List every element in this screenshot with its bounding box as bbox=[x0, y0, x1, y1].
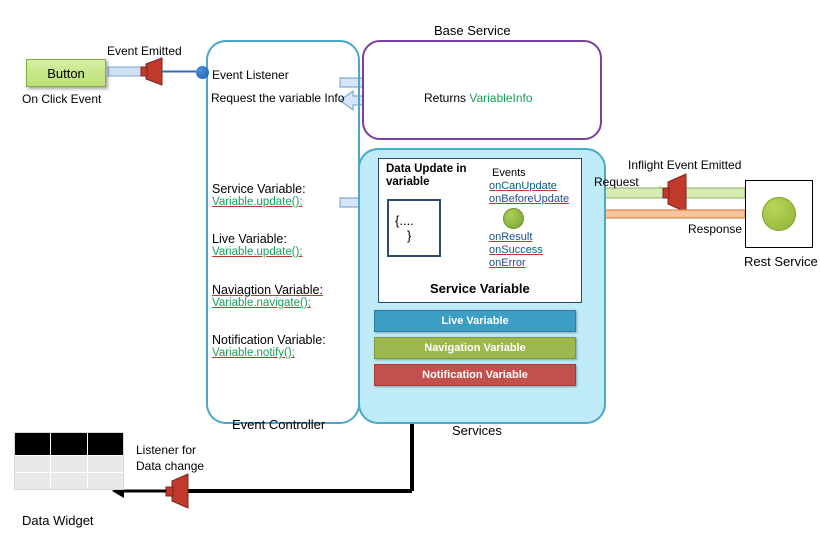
table-cell bbox=[88, 456, 123, 472]
variable-code: Variable.update(); bbox=[212, 246, 303, 258]
table-cell bbox=[15, 473, 50, 489]
brace-open: {.... bbox=[395, 213, 414, 228]
variable-title: Live Variable: bbox=[212, 232, 287, 246]
button-node-label: Button bbox=[47, 65, 85, 81]
event-listener-dot-icon bbox=[196, 66, 209, 79]
base-service-title: Base Service bbox=[434, 23, 511, 38]
listener-caption-line1: Listener for bbox=[136, 443, 197, 457]
event-item: onCanUpdate bbox=[489, 180, 557, 192]
event-item: onSuccess bbox=[489, 244, 543, 256]
variable-entry-notification bbox=[212, 333, 326, 359]
event-item: onBeforeUpdate bbox=[489, 193, 570, 205]
services-caption: Services bbox=[452, 423, 502, 438]
table-cell bbox=[51, 473, 86, 489]
event-emitted-label: Event Emitted bbox=[107, 44, 182, 58]
live-variable-bar[interactable] bbox=[374, 310, 576, 332]
event-node-dot-icon bbox=[503, 208, 524, 229]
notification-variable-bar-label: Notification Variable bbox=[422, 369, 528, 381]
variable-code: Variable.notify(); bbox=[212, 347, 295, 359]
notification-variable-bar[interactable] bbox=[374, 364, 576, 386]
on-click-event-caption: On Click Event bbox=[22, 92, 102, 106]
response-label: Response bbox=[688, 222, 743, 236]
rest-service-icon bbox=[762, 197, 796, 231]
data-widget-caption: Data Widget bbox=[22, 513, 94, 528]
table-cell bbox=[15, 456, 50, 472]
variable-code: Variable.navigate(); bbox=[212, 297, 311, 309]
returns-variable-info bbox=[424, 91, 533, 105]
service-variable-label: Service Variable bbox=[430, 281, 530, 296]
inflight-event-emitted-label: Inflight Event Emitted bbox=[628, 158, 742, 172]
variable-entry-navigation bbox=[212, 283, 323, 309]
live-variable-bar-label: Live Variable bbox=[441, 315, 509, 327]
rest-service-caption: Rest Service bbox=[744, 254, 818, 269]
navigation-variable-bar[interactable] bbox=[374, 337, 576, 359]
returns-prefix: Returns bbox=[424, 91, 470, 105]
variable-entry-service bbox=[212, 182, 306, 208]
variable-object-box bbox=[387, 199, 441, 257]
variable-title: Naviagtion Variable: bbox=[212, 283, 323, 297]
data-update-title: Data Update in variable bbox=[386, 163, 467, 188]
event-listener-label: Event Listener bbox=[212, 68, 289, 82]
events-before-list bbox=[489, 180, 569, 206]
table-header-cell bbox=[15, 433, 50, 455]
events-after-list bbox=[489, 231, 543, 270]
request-variable-info-label: Request the variable Info bbox=[211, 91, 345, 105]
navigation-variable-bar-label: Navigation Variable bbox=[424, 342, 526, 354]
variable-title: Notification Variable: bbox=[212, 333, 326, 347]
variable-code: Variable.update(); bbox=[212, 196, 303, 208]
table-cell bbox=[88, 473, 123, 489]
table-header-cell bbox=[51, 433, 86, 455]
table-cell bbox=[51, 456, 86, 472]
event-item: onError bbox=[489, 257, 526, 269]
request-label: Request bbox=[594, 175, 639, 189]
variable-title: Service Variable: bbox=[212, 182, 306, 196]
button-node[interactable] bbox=[26, 59, 106, 87]
event-controller-caption: Event Controller bbox=[232, 417, 326, 432]
variable-entry-live bbox=[212, 232, 303, 258]
brace-close: } bbox=[407, 228, 412, 243]
listener-caption-line2: Data change bbox=[136, 459, 205, 473]
data-widget-table[interactable] bbox=[14, 432, 124, 490]
returns-value: VariableInfo bbox=[469, 91, 533, 105]
base-service-container bbox=[362, 40, 602, 140]
table-header-cell bbox=[88, 433, 123, 455]
events-heading: Events bbox=[492, 167, 526, 179]
event-item: onResult bbox=[489, 231, 533, 243]
